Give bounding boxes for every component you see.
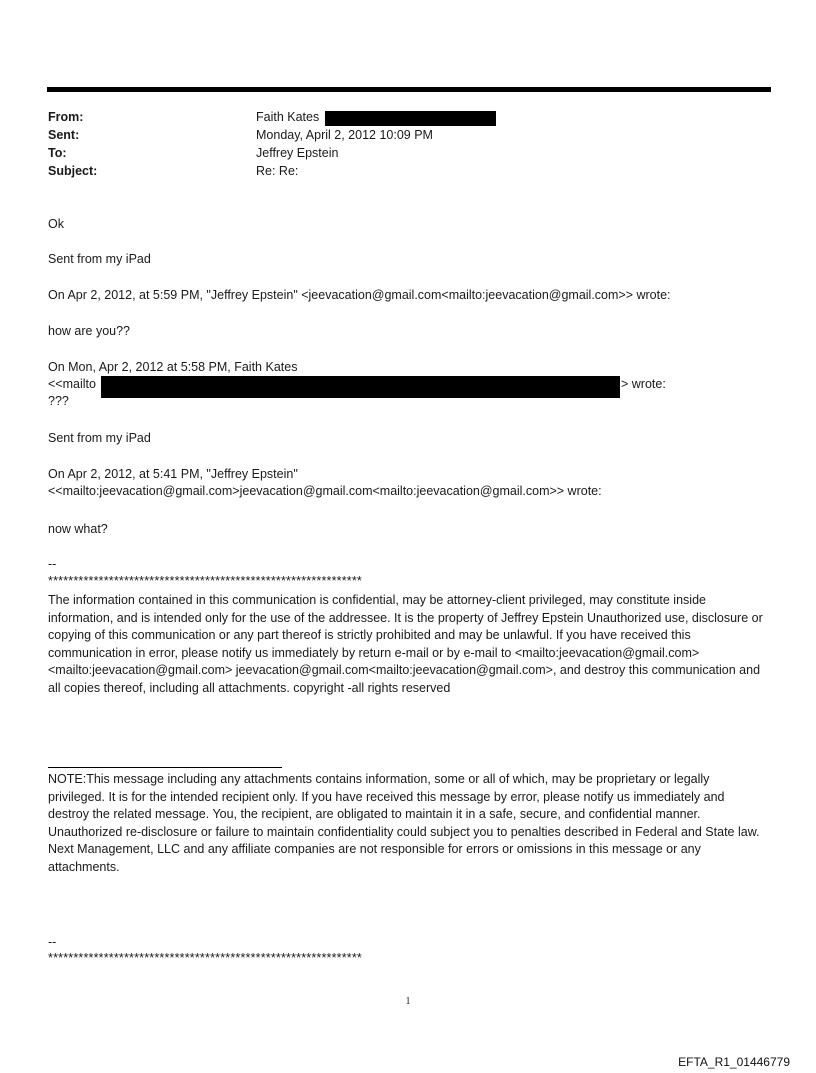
to-value: Jeffrey Epstein — [256, 146, 339, 160]
signature-dashes-2: -- — [48, 935, 57, 949]
note-separator — [48, 767, 282, 768]
message-now-what: now what? — [48, 522, 108, 536]
message-how-are-you: how are you?? — [48, 324, 131, 338]
subject-label: Subject: — [48, 164, 98, 178]
subject-value: Re: Re: — [256, 164, 299, 178]
to-label: To: — [48, 146, 67, 160]
header-rule — [47, 87, 771, 92]
quote-header-3-addresses: <<mailto:jeevacation@gmail.com>jeevacation@gmail.com<mailto:jeevacation@gmail.com>> wrote: — [48, 484, 602, 498]
signature-stars: ************************************************************** — [48, 574, 362, 588]
signature-stars-2: ************************************************************** — [48, 951, 362, 965]
page-number: 1 — [405, 996, 411, 1007]
from-value: Faith Kates — [256, 110, 320, 124]
from-label: From: — [48, 110, 84, 124]
quote-header-1: On Apr 2, 2012, at 5:59 PM, "Jeffrey Epstein" <jeevacation@gmail.com<mailto:jeevacation@gmail.com>> wrote: — [48, 288, 671, 302]
redaction-from-email — [325, 111, 496, 126]
sent-from-ipad-2: Sent from my iPad — [48, 431, 151, 445]
legal-note: NOTE:This message including any attachments contains information, some or all of which, may be proprietary or legally privileged. It is for the intended recipient only. If you have received this message by error, please notify us immediately and destroy the related message. You, the recipient, are obligated to maintain it in a safe, secure, and confidential manner. Unauthorized re-disclosure or failure to maintain confidentiality could subject you to penalties described in Federal and State law. Next Management, LLC and any affiliate companies are not responsible for errors or omissions in this message or any attachments. — [48, 772, 763, 874]
document-id: EFTA_R1_01446779 — [678, 1055, 790, 1069]
confidentiality-disclaimer: The information contained in this communication is confidential, may be attorney-client privileged, may constitute inside information, and is intended only for the use of the addressee. It is the property of Jeffrey Epstein Unauthorized use, disclosure or copying of this communication or any part thereof is strictly prohibited and may be unlawful. If you have received this communication in error, please notify us immediately by return e-mail or by e-mail to <mailto:jeevacation@gmail.com> <mailto:jeevacation@gmail.com> jeevacation@gmail.com<mailto:jeevacation@gmail.com>, and destroy this communication and all copies thereof, including all attachments. copyright -all rights reserved — [48, 593, 767, 695]
signature-dashes: -- — [48, 557, 57, 571]
sent-value: Monday, April 2, 2012 10:09 PM — [256, 128, 433, 142]
sent-from-ipad: Sent from my iPad — [48, 252, 151, 266]
message-question-marks: ??? — [48, 394, 69, 408]
reply-ok: Ok — [48, 217, 64, 231]
sent-label: Sent: — [48, 128, 80, 142]
quote-header-2-mailto: <<mailto — [48, 377, 96, 391]
quote-header-2: On Mon, Apr 2, 2012 at 5:58 PM, Faith Kates — [48, 360, 298, 374]
quote-header-3: On Apr 2, 2012, at 5:41 PM, "Jeffrey Epstein" — [48, 467, 298, 481]
quote-header-2-wrote: > wrote: — [621, 377, 666, 391]
